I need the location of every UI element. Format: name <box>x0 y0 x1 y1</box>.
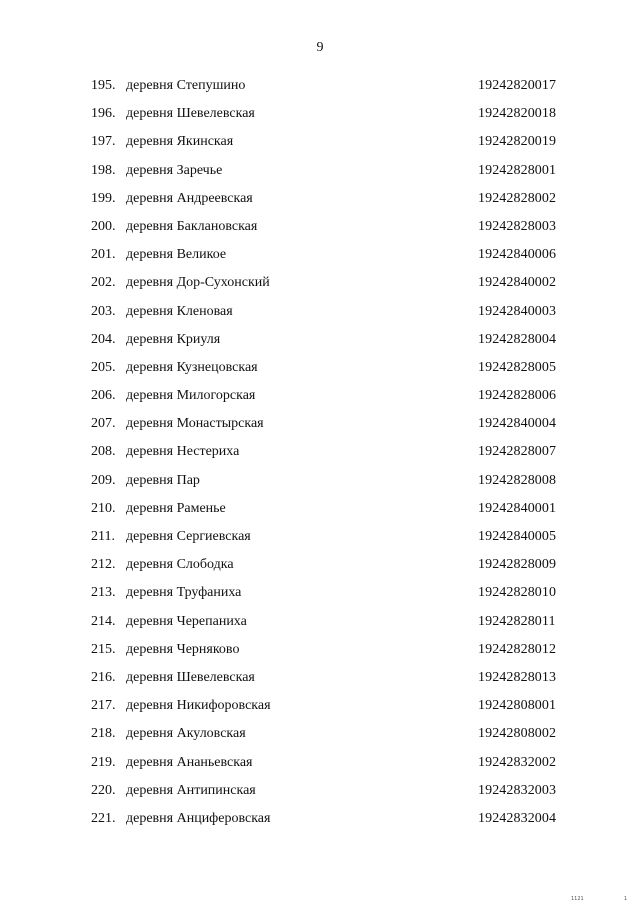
settlement-name: деревня Монастырская <box>126 416 264 432</box>
oktmo-code: 19242828010 <box>478 585 557 601</box>
list-item <box>0 246 640 274</box>
item-number: 202. <box>91 275 116 291</box>
oktmo-code: 19242840006 <box>478 247 557 263</box>
list-item <box>0 782 640 810</box>
settlement-name: деревня Антипинская <box>126 782 256 798</box>
list-item <box>0 190 640 218</box>
item-number: 214. <box>91 613 116 629</box>
item-number: 198. <box>91 162 116 178</box>
oktmo-code: 19242832003 <box>478 782 557 798</box>
settlement-name: деревня Кленовая <box>126 303 233 319</box>
oktmo-code: 19242828011 <box>478 613 556 629</box>
settlement-name: деревня Ананьевская <box>126 754 253 770</box>
list-item <box>0 218 640 246</box>
settlement-name: деревня Заречье <box>126 162 223 178</box>
item-number: 204. <box>91 331 116 347</box>
list-item <box>0 443 640 471</box>
footer-mark: 1121 <box>571 896 584 902</box>
list-item <box>0 754 640 782</box>
item-number: 215. <box>91 641 116 657</box>
oktmo-code: 19242828003 <box>478 218 557 234</box>
item-number: 213. <box>91 585 116 601</box>
settlement-name: деревня Анциферовская <box>126 810 271 826</box>
list-item <box>0 415 640 443</box>
item-number: 195. <box>91 78 116 93</box>
oktmo-code: 19242828005 <box>478 359 557 375</box>
list-item <box>0 387 640 415</box>
list-item <box>0 669 640 697</box>
list-item <box>0 274 640 302</box>
list-item <box>0 556 640 584</box>
settlement-name: деревня Раменье <box>126 500 226 516</box>
oktmo-code: 19242820019 <box>478 134 557 150</box>
item-number: 212. <box>91 557 116 573</box>
oktmo-code: 19242832002 <box>478 754 557 770</box>
item-number: 219. <box>91 754 116 770</box>
item-number: 205. <box>91 359 116 375</box>
oktmo-code: 19242828006 <box>478 388 557 404</box>
item-number: 216. <box>91 669 116 685</box>
item-number: 196. <box>91 106 116 122</box>
oktmo-code: 19242828007 <box>478 444 557 460</box>
settlement-list <box>0 77 640 838</box>
settlement-name: деревня Якинская <box>126 134 234 150</box>
oktmo-code: 19242828008 <box>478 472 557 488</box>
settlement-name: деревня Никифоровская <box>126 698 271 714</box>
item-number: 197. <box>91 134 116 150</box>
settlement-name: деревня Дор-Сухонский <box>126 275 270 291</box>
list-item <box>0 500 640 528</box>
item-number: 206. <box>91 388 116 404</box>
item-number: 199. <box>91 190 116 206</box>
item-number: 208. <box>91 444 116 460</box>
settlement-name: деревня Кузнецовская <box>126 359 258 375</box>
item-number: 201. <box>91 247 116 263</box>
item-number: 209. <box>91 472 116 488</box>
list-item <box>0 331 640 359</box>
list-item <box>0 697 640 725</box>
list-item <box>0 613 640 641</box>
item-number: 210. <box>91 500 116 516</box>
settlement-name: деревня Андреевская <box>126 190 253 206</box>
footer-mark-right: 1 <box>624 896 628 902</box>
oktmo-code: 19242808001 <box>478 698 557 714</box>
oktmo-code: 19242828001 <box>478 162 557 178</box>
settlement-name: деревня Баклановская <box>126 218 258 234</box>
oktmo-code: 19242832004 <box>478 810 557 826</box>
oktmo-code: 19242840003 <box>478 303 557 319</box>
oktmo-code: 19242828012 <box>478 641 557 657</box>
list-item <box>0 584 640 612</box>
list-item <box>0 303 640 331</box>
item-number: 221. <box>91 810 116 826</box>
item-number: 220. <box>91 782 116 798</box>
list-item <box>0 528 640 556</box>
item-number: 203. <box>91 303 116 319</box>
settlement-name: деревня Шевелевская <box>126 669 255 685</box>
settlement-name: деревня Шевелевская <box>126 106 255 122</box>
oktmo-code: 19242828002 <box>478 190 557 206</box>
settlement-name: деревня Слободка <box>126 557 234 573</box>
list-item <box>0 359 640 387</box>
oktmo-code: 19242840001 <box>478 500 557 516</box>
settlement-name: деревня Криуля <box>126 331 221 347</box>
item-number: 217. <box>91 698 116 714</box>
settlement-name: деревня Великое <box>126 247 227 263</box>
list-item <box>0 105 640 133</box>
settlement-name: деревня Милогорская <box>126 388 256 404</box>
oktmo-code: 19242828004 <box>478 331 557 347</box>
settlement-name: деревня Степушино <box>126 78 246 93</box>
item-number: 211. <box>91 529 115 544</box>
settlement-name: деревня Акуловская <box>126 726 246 742</box>
list-item <box>0 162 640 190</box>
item-number: 207. <box>91 416 116 432</box>
settlement-name: деревня Труфаниха <box>126 585 242 601</box>
oktmo-code: 19242828013 <box>478 669 557 685</box>
oktmo-code: 19242820018 <box>478 106 557 122</box>
oktmo-code: 19242840002 <box>478 275 557 291</box>
list-item <box>0 133 640 161</box>
item-number: 218. <box>91 726 116 742</box>
settlement-name: деревня Черняково <box>126 641 240 657</box>
list-item <box>0 810 640 838</box>
list-item <box>0 472 640 500</box>
list-item <box>0 77 640 105</box>
list-item <box>0 725 640 753</box>
oktmo-code: 19242828009 <box>478 557 557 573</box>
settlement-name: деревня Нестериха <box>126 444 240 460</box>
oktmo-code: 19242840005 <box>478 529 557 544</box>
oktmo-code: 19242840004 <box>478 416 557 432</box>
settlement-name: деревня Сергиевская <box>126 529 251 544</box>
oktmo-code: 19242808002 <box>478 726 557 742</box>
oktmo-code: 19242820017 <box>478 78 557 93</box>
item-number: 200. <box>91 218 116 234</box>
settlement-name: деревня Пар <box>126 472 200 488</box>
settlement-name: деревня Черепаниха <box>126 613 247 629</box>
list-item <box>0 641 640 669</box>
page-number: 9 <box>316 40 324 55</box>
